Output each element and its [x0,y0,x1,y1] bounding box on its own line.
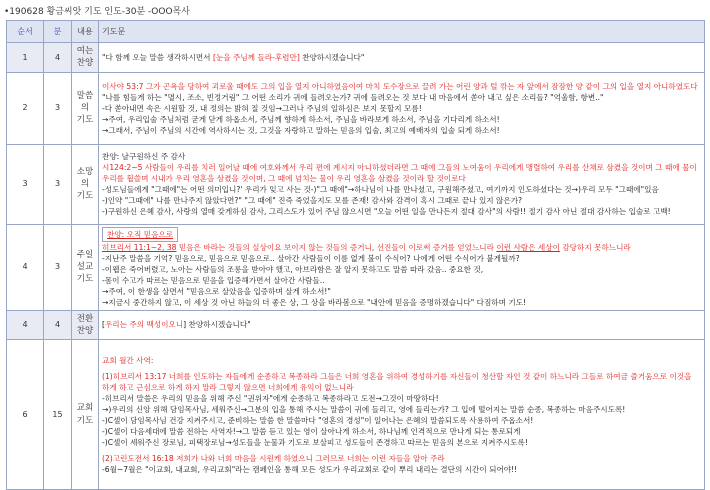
row-part-label: 여는 찬양 [76,46,94,69]
scripture-text: 이사야 53:7 그가 곤욕을 당하여 괴로울 때에도 그의 입을 열지 아니하였음이여 마치 도수장으로 끌려 가는 어린 양과 털 깎는 자 앞에서 잠잠한 양 같이 그의 입을 열지 아니하였도다 [102,81,698,91]
row-prayer [99,340,705,490]
scripture-text: (1)히브리서 13:17 너희를 인도하는 자들에게 순종하고 복종하라 그들은 너희 영혼을 위하여 경성하기를 자신들이 청산할 자인 것 같이 하느니라 그들로 하여금 즐거움으로 이것을 하게 하고 근심으로 하게 하지 말라 그렇지 않으면 너희에게 유익이 없느니라 [102,371,692,392]
row-part [72,43,99,73]
header-content: 내용 [72,21,99,43]
prayer-line: -)C셀이 세워주신 장로님, 피택장로님→성도들을 눈물과 기도로 보살피고 성도들이 존경하고 따르는 믿음의 본으로 지켜주시도록! [102,437,528,447]
row-part [72,72,99,144]
row-order: 6 [7,340,44,490]
prayer-line: -이웹은 죽어버렸고, 노아는 사람들의 조롱을 받아야 했고, 아브라함은 잘 알지 못하고도 말씀 따라 갔음.. 중요한 것, [102,264,484,274]
header-prayer: 기도문 [99,21,705,43]
prayer-line: -다 쏟아내면 속은 시원할 것, 내 정의는 밝혀 질 것임→그러나 주님의 일하심은 보지 못할지 모름! [102,103,422,113]
prayer-line: -지난주 말씀을 기억? 믿음으로, 믿음으로 믿음으로.. 살아간 사람들이 이름 없게 불이 수식어? 나에게 어떤 수식어가 붙게될까? [102,253,520,263]
table-row [7,144,705,224]
row-minutes: 3 [44,72,72,144]
row-order: 4 [7,310,44,340]
scripture-emphasis: 이런 사람은 세상이 [496,242,560,252]
row-minutes: 4 [44,310,72,340]
table-row [7,72,705,144]
prayer-text: [ [102,320,105,330]
row-part [72,144,99,224]
table-row [7,224,705,310]
prayer-line: →)우리의 신앙 위해 담임목사님, 세워주신→그분의 입을 통해 주시는 말씀이 귀에 들리고, 영에 들리는가? 그 입에 떨어지는 말씀 순종, 복종하는 마음주시도록! [102,404,626,414]
table-row [7,310,705,340]
scripture-text: 시124:2~5 사람들이 우리를 치러 일어날 때에 여호와께서 우리 편에 계시지 아니하셨더라면 그 때에 그들의 노여움이 우리에게 맹렬하여 우리를 산채로 삼켰을 것이며 그 때에 물이 우리를 휩쓸며 시내가 우리 영혼을 삼켰을 것이며, 그 때에 넘치는 물이 우리 영혼을 삼켰을 것이라 할 것이로다 [102,163,697,184]
scripture-ref: 히브리서 11:1~2, 38 [102,242,177,252]
prayer-line: →주여, 우리입술 주님처럼 굳게 닫게 하옵소서, 주님께 향하게 하소서, 주님을 바라보게 하소서, 주님을 기다리게 하소서! [102,114,500,124]
table-row [7,340,705,490]
table-row [7,43,705,73]
row-prayer [99,310,705,340]
hymn-lead: 찬양: 날구원하신 주 감사 [102,152,186,162]
row-order: 2 [7,72,44,144]
prayer-line: →주여, 이 한생을 살면서 "믿음으로 살았음을 입증하며 살게 하소서!" [102,286,331,296]
row-minutes: 3 [44,224,72,310]
hymn-title: 우리는 주의 백성이오니 [104,320,184,330]
row-order: 1 [7,43,44,73]
document-title: •190628 황금씨앗 기도 인도-30분 -OOO목사 [4,7,190,17]
prayer-text: 찬양하시겠습니다" [299,52,365,62]
prayer-line: -성도님들에게 "그때에"는 어떤 의미입니?' 우리가 잊고 사는 것-)"그 때에"→하나님이 나를 만나셨고, 구원해주셨고, 여기까지 인도하셨다는 것→)우리 모두 "그때에"있음 [102,185,659,195]
prayer-line: -)인약 "그때에" 나를 만나주지 않았다면?" "그 때에" 진즉 죽었을지도 모를 존재! 감사와 감격이 혹시 그때로 끝나 있지 않은가? [102,196,523,206]
row-part [72,340,99,490]
prayer-line: -히브리서 말씀은 우리의 믿음을 위해 주신 "권위자"에게 순종하고 복종하라고 도전→그것이 마땅하다! [102,393,439,403]
header-minutes: 분 [44,21,72,43]
scripture-text: 감당하지 못하느니라 [559,242,631,252]
scripture-text: (2)고린도전서 16:18 저희가 나와 너희 마음을 시원케 하였으니 그러므로 너희는 이런 자들을 알아 주라 [102,453,445,463]
prayer-line: -몸이 수고가 따르는 믿음으로 믿음을 입증해가면서 살아간 사람들.. [102,275,325,285]
table-header-row [7,21,705,43]
row-minutes: 4 [44,43,72,73]
prayer-text: ] 찬양하시겠습니다" [183,320,251,330]
row-part [72,310,99,340]
prayer-line: "나를 힘들게 하는 "멸시, 조소, 빈정거림" 그 어떤 소리가 귀에 들려오는가? 귀에 들려오는 것 보다 내 마음에서 쏟아 내고 싶은 소리들? "억울함, 항변.." [102,92,604,102]
header-order: 순서 [7,21,44,43]
prayer-text: "다 함께 오늘 말씀 생각하시면서 [102,52,213,62]
row-prayer [99,144,705,224]
scripture-text: 믿음은 바라는 것들의 실상이요 보이지 않는 것들의 증거니, 선진들이 이로써 증거를 얻었느니라 [176,242,497,252]
prayer-line: -)C셀이 담임목사님 건강 지켜주시고, 준비하는 말씀 한 말씀마다 "영혼의 경성"이 일어나는 은혜의 말씀되도록 사용하여 주옵소서! [102,415,534,425]
row-prayer [99,43,705,73]
prayer-line: -)C셀이 다음세대에 말씀 전하는 사역자!→그 말씀 듣고 있는 영이 살아나게 하소서, 하나님께 인격적으로 만나게 되는 통로되게 [102,426,521,436]
row-order: 4 [7,224,44,310]
prayer-line: →지금시 중간하지 않고, 이 세상 것 아닌 하늘의 더 좋은 상, 그 상을 바라봄으로 "내안에 믿음을 증명하겠습니다" 다짐하며 기도! [102,297,527,307]
prayer-line: -6월~7월은 "이교회, 내교회, 우리교회"라는 캠페인을 통해 모든 성도가 우리교회로 같이 뿌리 내리는 결단의 시간이 되어야!! [102,464,518,474]
row-part-label: 교회 기도 [76,403,94,426]
prayer-plan-table [6,20,705,490]
hymn-box: 찬양: 오직 믿음으로 [102,227,178,242]
row-part-label: 전환 찬양 [76,313,94,336]
hymn-title: [눈을 주님께 들라-후렴만] [212,52,300,62]
row-part-label: 주일 설교 기도 [76,249,94,285]
row-part [72,224,99,310]
row-prayer [99,72,705,144]
row-part-label: 말씀의 기도 [76,90,94,126]
section-lead: 교회 월간 사역: [102,355,154,365]
prayer-line: -)구원하신 은혜 감사, 사랑의 열매 갖게하심 감사, 그리스도가 있어 주님 않으시면 "오늘 어떤 일을 만나든지 절대 감사"의 사람!! 절기 감사 아닌 절대 감사하는 입술로 고백! [102,207,671,217]
prayer-line: →그래서, 주님이 주님의 시간에 역사하시는 것, 그것을 자랑하고 말하는 믿음의 입술, 최고의 예배자의 입술 되게 하소서! [102,125,500,135]
row-prayer [99,224,705,310]
row-minutes: 3 [44,144,72,224]
row-part-label: 소망의 기도 [76,166,94,202]
row-order: 3 [7,144,44,224]
row-minutes: 15 [44,340,72,490]
